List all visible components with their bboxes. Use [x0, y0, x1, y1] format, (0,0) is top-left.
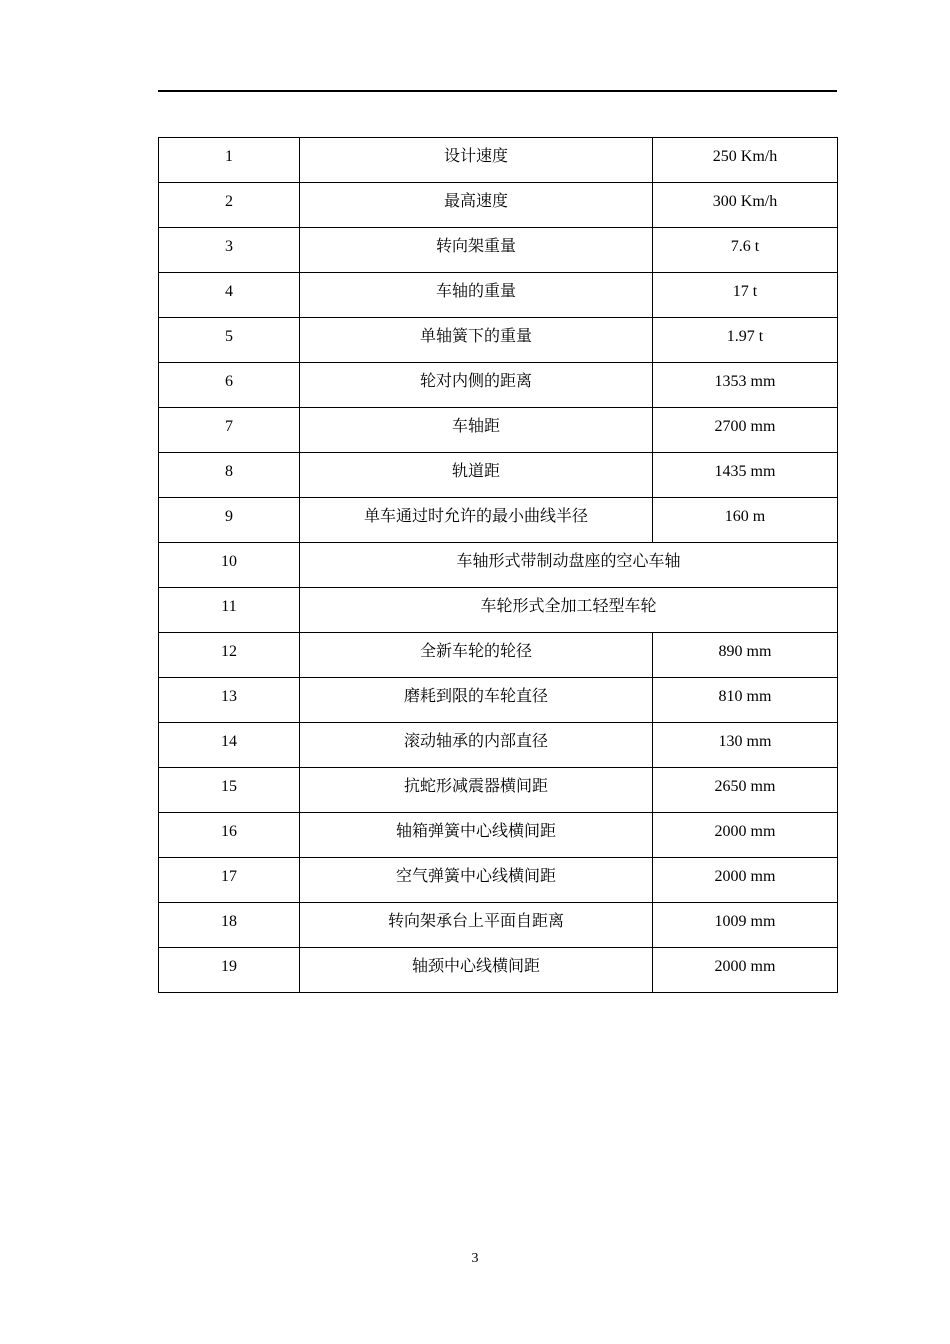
table-row [159, 228, 838, 273]
row-number-cell: 8 [159, 453, 300, 498]
parameter-name-cell: 抗蛇形减震器横间距 [300, 768, 653, 813]
parameter-value-cell: 250 Km/h [653, 138, 838, 183]
parameter-value-cell: 2700 mm [653, 408, 838, 453]
parameter-name-cell: 轴箱弹簧中心线横间距 [300, 813, 653, 858]
parameter-value-cell: 810 mm [653, 678, 838, 723]
parameter-name-cell: 车轴距 [300, 408, 653, 453]
parameter-value-cell: 1353 mm [653, 363, 838, 408]
specification-table-body [159, 138, 838, 993]
parameter-name-cell: 轴颈中心线横间距 [300, 948, 653, 993]
table-row [159, 588, 838, 633]
parameter-value-cell: 2000 mm [653, 858, 838, 903]
row-number-cell: 12 [159, 633, 300, 678]
table-row [159, 408, 838, 453]
row-number-cell: 7 [159, 408, 300, 453]
table-row [159, 903, 838, 948]
parameter-name-cell: 转向架承台上平面自距离 [300, 903, 653, 948]
table-row [159, 318, 838, 363]
table-row [159, 948, 838, 993]
row-number-cell: 9 [159, 498, 300, 543]
header-rule [158, 90, 837, 92]
parameter-name-cell: 车轴的重量 [300, 273, 653, 318]
parameter-value-cell: 2000 mm [653, 948, 838, 993]
parameter-name-cell: 轮对内侧的距离 [300, 363, 653, 408]
parameter-name-cell: 单车通过时允许的最小曲线半径 [300, 498, 653, 543]
parameter-value-cell: 1009 mm [653, 903, 838, 948]
row-number-cell: 13 [159, 678, 300, 723]
parameter-name-cell: 车轮形式全加工轻型车轮 [300, 588, 838, 633]
table-row [159, 498, 838, 543]
parameter-value-cell: 2000 mm [653, 813, 838, 858]
parameter-name-cell: 全新车轮的轮径 [300, 633, 653, 678]
parameter-value-cell: 160 m [653, 498, 838, 543]
row-number-cell: 2 [159, 183, 300, 228]
parameter-value-cell: 7.6 t [653, 228, 838, 273]
specification-table [158, 137, 838, 993]
parameter-value-cell: 300 Km/h [653, 183, 838, 228]
parameter-value-cell: 2650 mm [653, 768, 838, 813]
row-number-cell: 10 [159, 543, 300, 588]
row-number-cell: 4 [159, 273, 300, 318]
table-row [159, 858, 838, 903]
table-row [159, 723, 838, 768]
parameter-value-cell: 890 mm [653, 633, 838, 678]
parameter-name-cell: 车轴形式带制动盘座的空心车轴 [300, 543, 838, 588]
row-number-cell: 1 [159, 138, 300, 183]
table-row [159, 768, 838, 813]
page-number: 3 [471, 1251, 479, 1266]
table-row [159, 273, 838, 318]
parameter-name-cell: 轨道距 [300, 453, 653, 498]
parameter-name-cell: 转向架重量 [300, 228, 653, 273]
row-number-cell: 15 [159, 768, 300, 813]
row-number-cell: 3 [159, 228, 300, 273]
table-row [159, 183, 838, 228]
row-number-cell: 16 [159, 813, 300, 858]
parameter-value-cell: 1.97 t [653, 318, 838, 363]
parameter-name-cell: 空气弹簧中心线横间距 [300, 858, 653, 903]
parameter-name-cell: 单轴簧下的重量 [300, 318, 653, 363]
row-number-cell: 11 [159, 588, 300, 633]
row-number-cell: 6 [159, 363, 300, 408]
table-row [159, 363, 838, 408]
parameter-value-cell: 1435 mm [653, 453, 838, 498]
table-row [159, 813, 838, 858]
table-row [159, 633, 838, 678]
table-row [159, 453, 838, 498]
table-row [159, 678, 838, 723]
parameter-value-cell: 17 t [653, 273, 838, 318]
table-row [159, 543, 838, 588]
parameter-name-cell: 磨耗到限的车轮直径 [300, 678, 653, 723]
parameter-name-cell: 滚动轴承的内部直径 [300, 723, 653, 768]
parameter-name-cell: 设计速度 [300, 138, 653, 183]
parameter-name-cell: 最高速度 [300, 183, 653, 228]
row-number-cell: 17 [159, 858, 300, 903]
row-number-cell: 14 [159, 723, 300, 768]
row-number-cell: 5 [159, 318, 300, 363]
parameter-value-cell: 130 mm [653, 723, 838, 768]
table-row [159, 138, 838, 183]
row-number-cell: 18 [159, 903, 300, 948]
row-number-cell: 19 [159, 948, 300, 993]
